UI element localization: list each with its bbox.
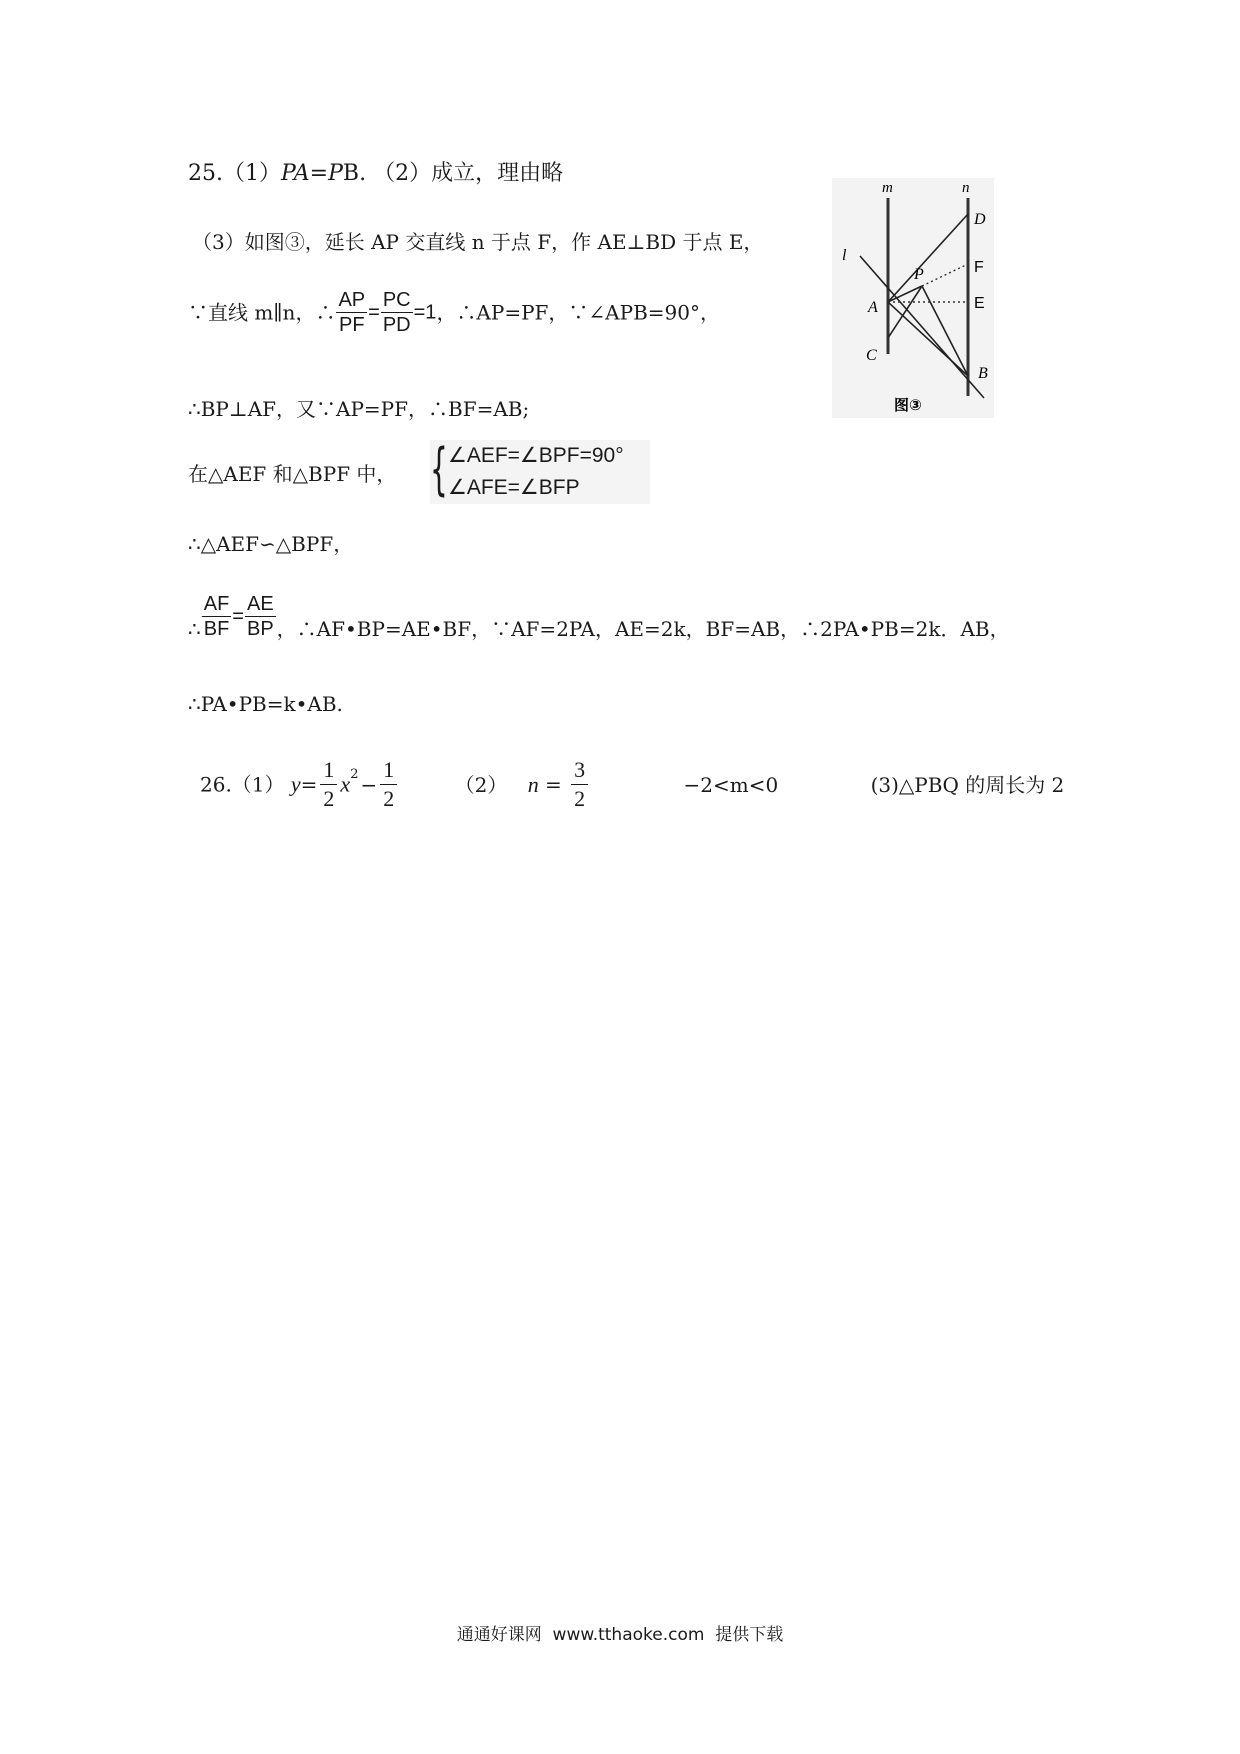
q25-line7-suffix: ，∴AF•BP=AE•BF，∵AF=2PA，AE=2k，BF=AB，∴2PA•PB=2k．AB，	[276, 617, 1010, 641]
q25-p: P	[328, 161, 343, 186]
left-brace-icon: {	[430, 437, 448, 502]
therefore: ∴	[188, 617, 201, 641]
fraction-ap-pf	[336, 288, 367, 337]
label-p: P	[914, 266, 924, 283]
system-line-1: ∠AEF=∠BPF=90°	[448, 444, 624, 467]
q26-n: n	[527, 771, 539, 797]
frac-num: 1	[380, 756, 397, 785]
fraction-pc-pd	[381, 288, 413, 337]
q26-eq: =	[300, 772, 318, 797]
frac-num: PC	[382, 289, 411, 311]
eq-sign: =	[232, 605, 244, 628]
q25-line3	[188, 288, 720, 337]
frac-num: AE	[246, 593, 274, 615]
segment-ab	[888, 302, 968, 376]
frac-den: 2	[574, 786, 586, 811]
q26-part3: (3)△PBQ 的周长为 2	[870, 772, 1065, 797]
frac-den: PD	[382, 314, 411, 336]
q26-minus: −	[360, 772, 378, 797]
segment-pb	[922, 286, 968, 376]
label-d: D	[974, 211, 986, 228]
label-l: l	[842, 247, 847, 264]
label-n: n	[962, 180, 970, 196]
fraction-one-half-2	[380, 756, 397, 813]
frac-den: BF	[203, 618, 230, 640]
q26-exponent: 2	[350, 767, 359, 782]
q26-line	[200, 756, 1064, 813]
eq-sign: =	[368, 301, 380, 324]
frac-den: PF	[339, 314, 365, 336]
segment-pf-dotted	[922, 264, 968, 286]
eq-one: =1	[413, 301, 437, 324]
fraction-one-half	[320, 756, 337, 813]
frac-den: BP	[246, 618, 274, 640]
frac-num: AF	[203, 593, 230, 615]
q25-line4: ∴BP⊥AF，又∵AP=PF，∴BF=AB;	[188, 397, 530, 421]
frac-den: 2	[323, 786, 335, 811]
q25-label: 25.（1）	[188, 161, 281, 186]
fraction-three-halves	[571, 756, 588, 813]
q25-line3-prefix: ∵直线 m∥n，∴	[188, 300, 336, 325]
q25-line3-suffix: ，∴AP=PF，∵∠APB=90°，	[436, 300, 720, 325]
label-a: A	[868, 299, 878, 316]
q26-x: x	[340, 771, 351, 797]
label-b: B	[978, 365, 988, 382]
q26-y: y	[290, 771, 301, 797]
q26-n-eq: =	[538, 772, 569, 797]
segment-ad	[888, 214, 968, 302]
q25-line7	[188, 592, 1010, 643]
q25-eq: =	[309, 161, 329, 186]
label-c: C	[866, 347, 877, 364]
q25-line2: （3）如图③，延长 AP 交直线 n 于点 F，作 AE⊥BD 于点 E，	[192, 230, 764, 254]
q25-line5: 在△AEF 和△BPF 中，	[188, 462, 397, 486]
q25-line1	[188, 160, 563, 188]
geometry-diagram	[832, 178, 994, 418]
q26-label: 26.（1）	[200, 772, 285, 797]
figure-3	[832, 178, 994, 418]
fraction-ae-bp	[245, 592, 276, 641]
system-line-2: ∠AFE=∠BFP	[448, 476, 580, 499]
q25-line8: ∴PA•PB=k•AB.	[188, 692, 343, 716]
q26-part2: （2）	[454, 772, 508, 797]
frac-num: 3	[571, 756, 588, 785]
q26-range: −2<m<0	[683, 772, 779, 797]
q25-rest: B. （2）成立，理由略	[342, 161, 564, 186]
frac-num: AP	[338, 289, 366, 311]
footer-source: 通通好课网 www.tthaoke.com 提供下载	[456, 1625, 784, 1645]
q25-line6: ∴△AEF∽△BPF，	[188, 532, 354, 556]
fraction-af-bf	[202, 592, 232, 641]
q25-pa: PA	[281, 161, 310, 186]
label-f: F	[974, 259, 984, 276]
label-e: E	[974, 295, 985, 312]
frac-den: 2	[383, 786, 395, 811]
figure-caption: 图③	[894, 396, 922, 414]
label-m: m	[882, 180, 893, 196]
frac-num: 1	[320, 756, 337, 785]
